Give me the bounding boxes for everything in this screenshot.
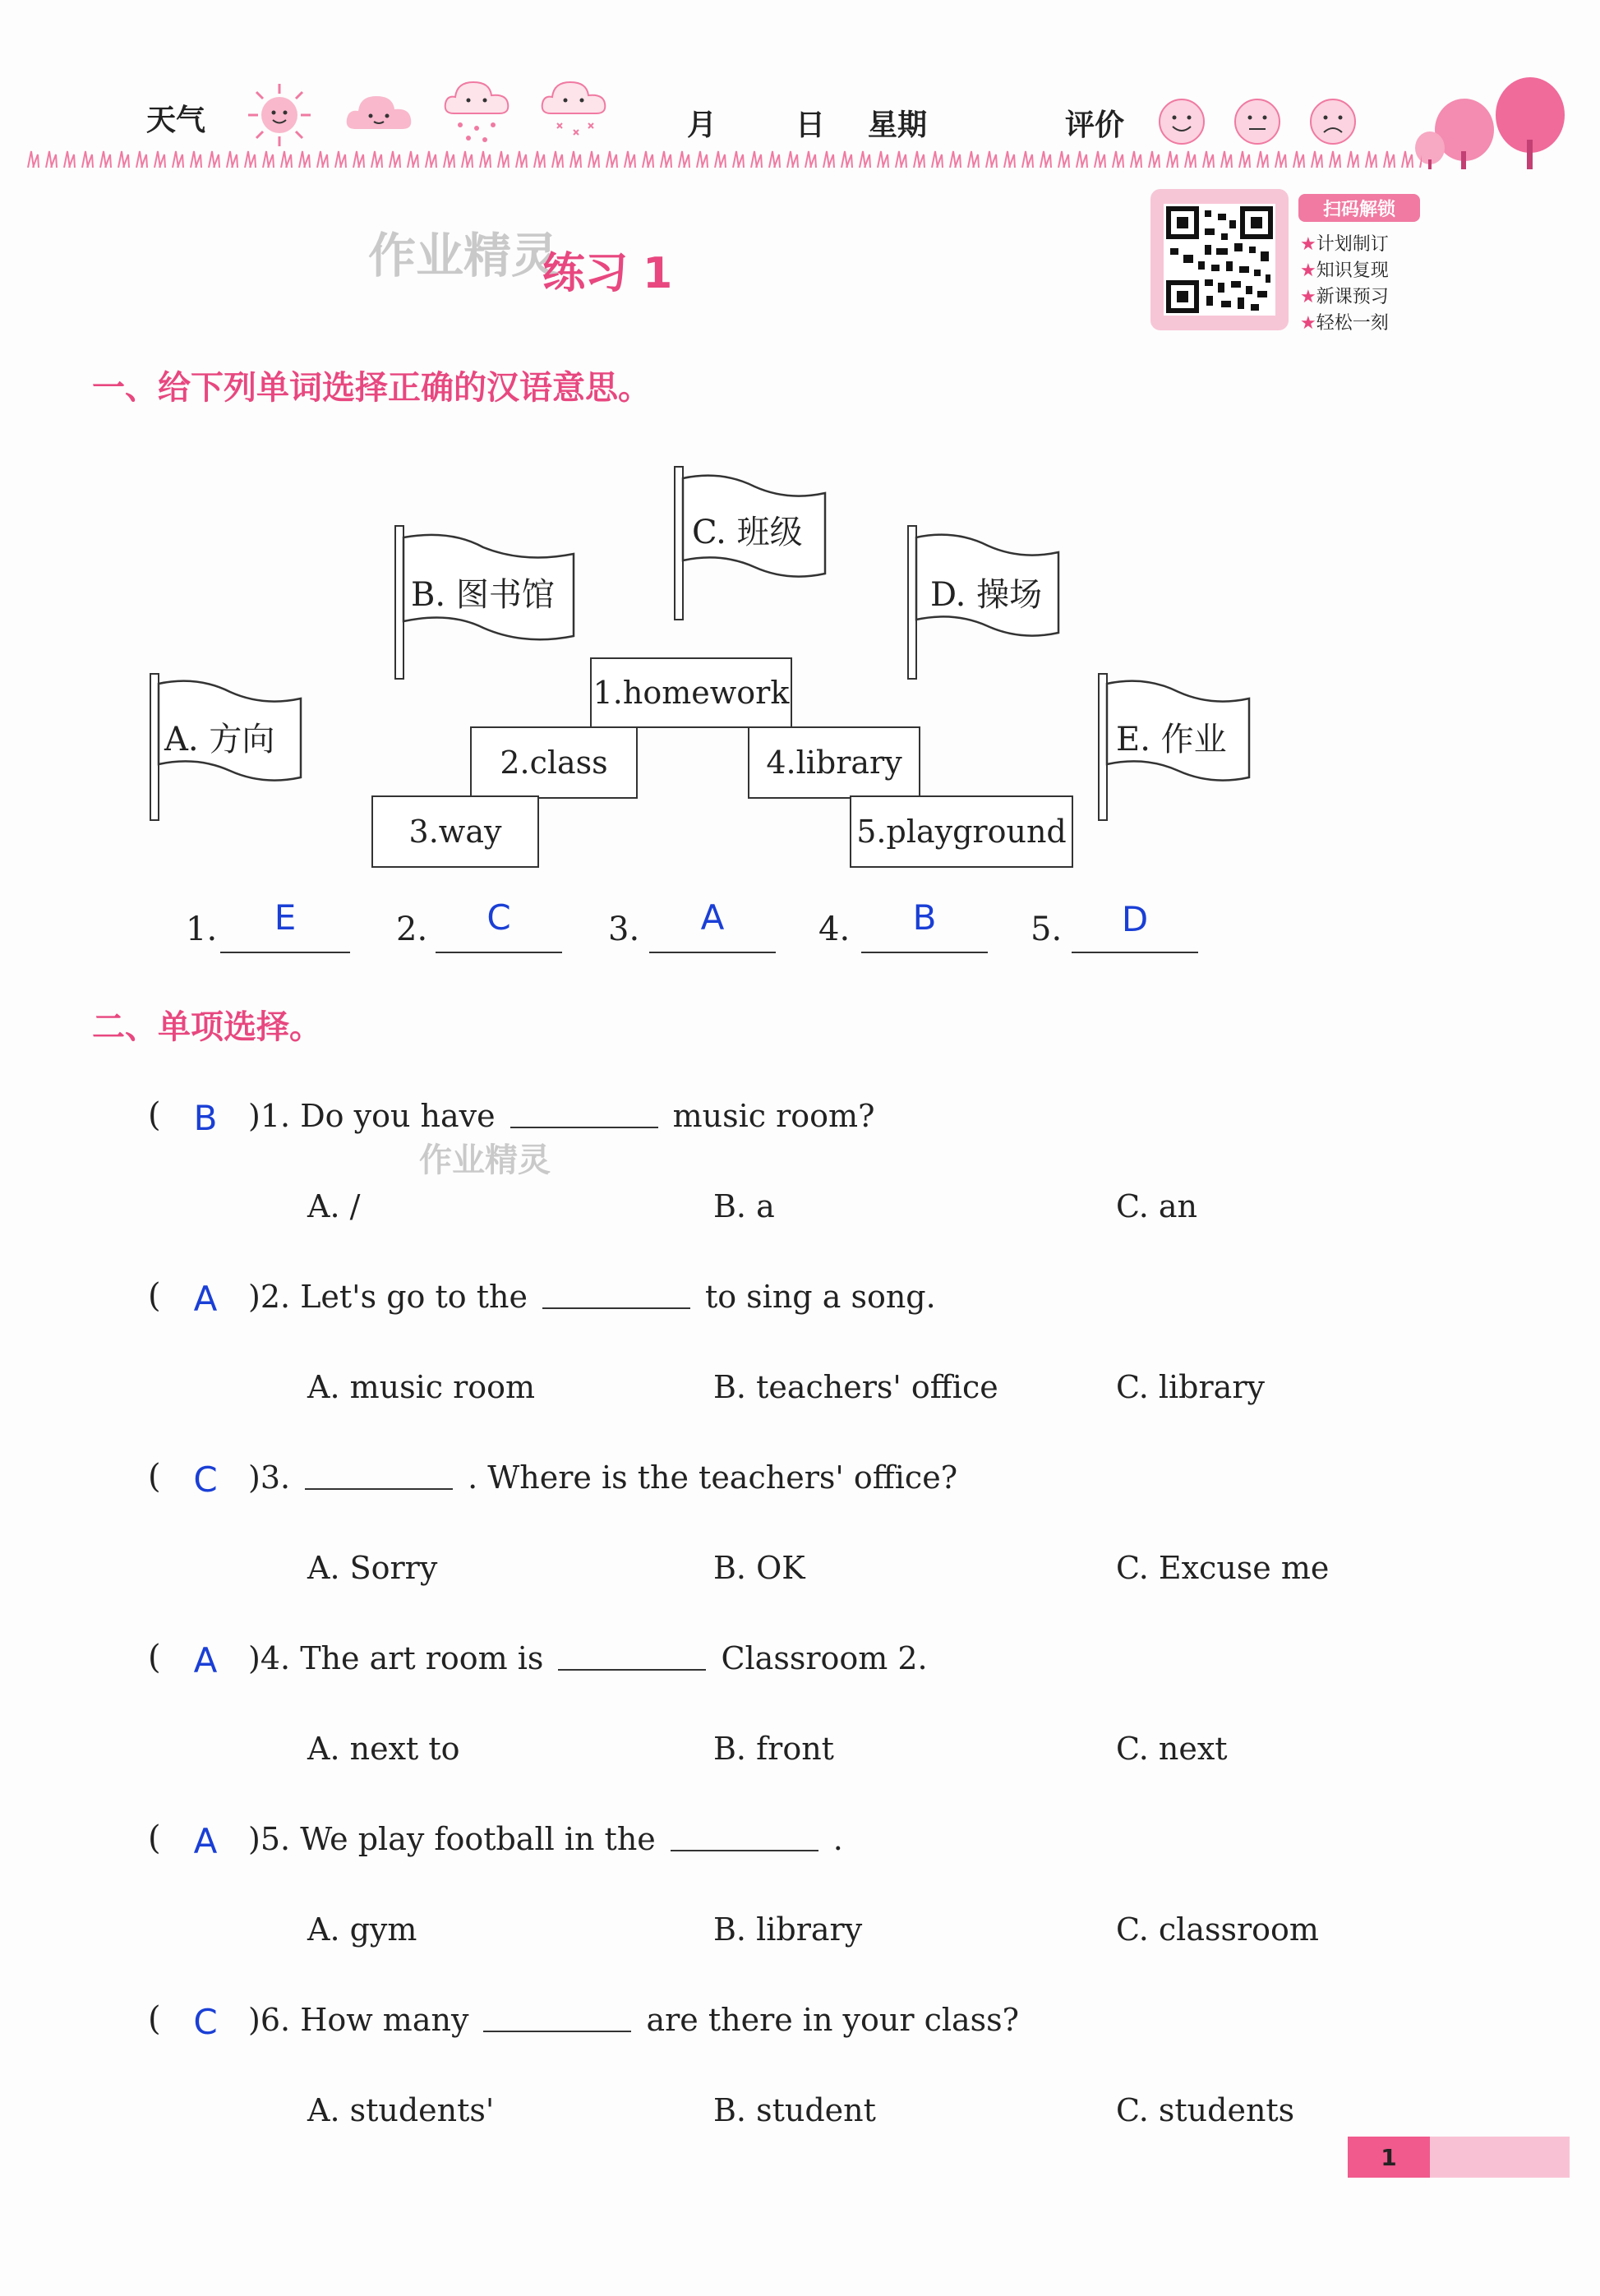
answer-mark: B [912,897,937,938]
section1-title: 一、给下列单词选择正确的汉语意思。 [92,369,651,407]
answer-paren: ( [148,1277,161,1315]
blank-number: 4. [818,911,851,948]
option-b: B. a [713,1188,775,1224]
option-b: B. teachers' office [713,1369,998,1405]
qr-panel-title: 扫码解锁 [1298,194,1420,222]
option-b: B. front [713,1731,834,1767]
answer-blank[interactable] [220,952,350,953]
answer-blank[interactable] [483,2031,631,2032]
option-c: C. Excuse me [1116,1550,1330,1586]
answer-blank[interactable] [649,952,776,953]
question-text: )6. How many are there in your class? [248,2002,1020,2038]
answer-blank[interactable] [1072,952,1198,953]
blank-number: 3. [608,911,640,948]
word-box-homework: 1.homework [590,657,792,728]
answer-mark: A [193,1821,218,1861]
answer-paren: ( [148,1819,161,1857]
qr-code-icon[interactable] [1164,204,1275,316]
question-text: )2. Let's go to the to sing a song. [248,1279,936,1315]
word-box-way: 3.way [371,795,539,868]
qr-item: ★计划制订 [1300,234,1389,255]
answer-mark: A [193,1279,218,1319]
workbook-page: 天气 月 日 星期 评价 扫码解锁 ★计划制订 ★知识复现 ★新课预习 ★轻松一刻 作业精灵 练习 1 一、给下列单词选择正确的汉语意思。 A. 方向 B. 图书馆 C. 班级 D. 操场 E. 作业 1.homework 2.class 4.library 3.way 5.playground 1. E 2. C 3. A 4. B 5. D 二、单项选择。 作业精灵 ( B )1. Do you have music room? A. / B. a C. an ( A )2. Let's go to the to sing a song. A. music room B. teachers' office C. library ( C )3. . Where is the teachers' office? A. Sorry B. OK C. Excuse me ( A )4. The art room is Classroom 2. A. next to B. front C. next ( A )5. We play football in the . A. gym B. library C. classroom ( C )6. How many are there in your class? A. students' B. student C. students 1 [0,0,1600,2296]
rain-cloud-icon [444,76,510,146]
lesson-title: 练习 1 [542,249,673,298]
option-b: B. OK [713,1550,805,1586]
answer-blank[interactable] [671,1850,818,1851]
qr-item: ★新课预习 [1300,287,1389,307]
answer-blank[interactable] [558,1669,706,1671]
answer-blank[interactable] [861,952,988,953]
answer-paren: ( [148,1639,161,1676]
rating-label: 评价 [1065,108,1125,142]
answer-mark: A [700,897,725,938]
answer-blank[interactable] [510,1127,658,1128]
snow-cloud-icon [541,76,606,146]
qr-item: ★轻松一刻 [1300,313,1389,334]
question-text: )1. Do you have music room? [248,1098,875,1134]
smiley-neutral-icon [1233,97,1282,146]
watermark: 作业精灵 [419,1141,551,1179]
page-footer-bar [1430,2137,1570,2178]
blank-number: 1. [186,911,218,948]
option-b: B. student [713,2092,876,2128]
option-a: A. next to [307,1731,460,1767]
cloud-icon [344,86,416,136]
question-text: )4. The art room is Classroom 2. [248,1640,928,1676]
answer-paren: ( [148,1458,161,1496]
answer-mark: C [193,1459,218,1500]
option-c: C. students [1116,2092,1295,2128]
watermark: 作业精灵 [368,228,560,284]
option-b: B. library [713,1911,863,1948]
weather-label: 天气 [146,104,206,137]
option-c: C. classroom [1116,1911,1319,1948]
option-a: A. students' [307,2092,495,2128]
page-number: 1 [1348,2137,1430,2178]
answer-mark: D [1121,899,1149,939]
option-a: A. Sorry [307,1550,438,1586]
option-c: C. an [1116,1188,1198,1224]
section2-title: 二、单项选择。 [92,1008,322,1046]
word-box-playground: 5.playground [850,795,1073,868]
answer-mark: E [274,897,297,938]
answer-blank[interactable] [542,1307,690,1309]
answer-mark: C [193,2002,218,2042]
word-box-class: 2.class [470,726,638,799]
option-a: A. / [307,1188,361,1224]
answer-mark: A [193,1640,218,1681]
option-a: A. music room [307,1369,536,1405]
option-c: C. next [1116,1731,1228,1767]
qr-item: ★知识复现 [1300,260,1389,281]
option-a: A. gym [307,1911,417,1948]
smiley-happy-icon [1157,97,1206,146]
smiley-sad-icon [1308,97,1358,146]
word-box-library: 4.library [748,726,920,799]
question-text: )5. We play football in the . [248,1821,843,1857]
sun-icon [247,82,312,148]
answer-mark: B [193,1098,218,1138]
grass-border-icon [25,146,1570,168]
answer-blank[interactable] [436,952,562,953]
answer-blank[interactable] [305,1488,453,1490]
blank-number: 5. [1031,911,1063,948]
weekday-label: 星期 [868,108,928,142]
blank-number: 2. [396,911,428,948]
answer-paren: ( [148,1096,161,1134]
question-text: )3. . Where is the teachers' office? [248,1459,958,1496]
qr-code-card[interactable] [1150,189,1289,330]
option-c: C. library [1116,1369,1265,1405]
day-label: 日 [795,108,826,142]
month-label: 月 [687,108,717,142]
answer-paren: ( [148,2000,161,2038]
answer-mark: C [486,897,511,938]
